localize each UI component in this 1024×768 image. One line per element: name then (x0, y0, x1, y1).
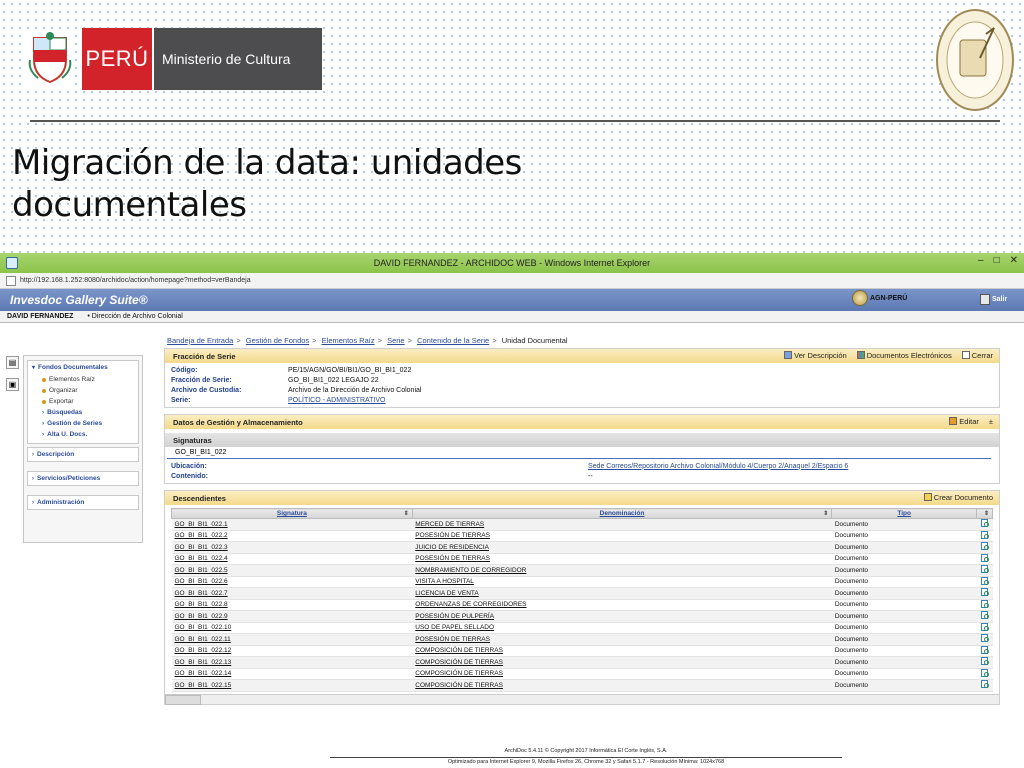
row-view-button[interactable] (977, 542, 993, 554)
header-divider (30, 120, 1000, 122)
row-signatura[interactable]: GO_BI_BI1_022.4 (172, 553, 413, 565)
breadcrumb-bandeja[interactable]: Bandeja de Entrada (167, 336, 234, 345)
table-row[interactable] (172, 645, 993, 657)
row-signatura[interactable]: GO_BI_BI1_022.8 (172, 599, 413, 611)
row-signatura[interactable]: GO_BI_BI1_022.13 (172, 657, 413, 669)
table-row[interactable] (172, 553, 993, 565)
serie-link[interactable]: POLÍTICO - ADMINISTRATIVO (288, 396, 386, 404)
agn-label: AGN-PERÚ (870, 294, 908, 302)
view-document-icon (981, 669, 988, 677)
row-signatura[interactable]: GO_BI_BI1_022.10 (172, 622, 413, 634)
ministerio-logo: Ministerio de Cultura (154, 28, 322, 90)
horizontal-scrollbar[interactable] (165, 694, 999, 704)
view-document-icon (981, 519, 988, 527)
table-row[interactable] (172, 565, 993, 577)
slide-title-line-1: Migración de la data: unidades (12, 143, 522, 183)
ver-descripcion-button[interactable] (784, 351, 847, 360)
sort-icon[interactable]: ⇕ (403, 511, 409, 517)
address-url[interactable]: http://192.168.1.252:8080/archidoc/action/homepage?method=verBandeja (20, 277, 251, 284)
signaturas-fields (165, 459, 999, 483)
table-row[interactable] (172, 542, 993, 554)
row-tipo: Documento (832, 680, 977, 692)
sort-icon[interactable]: ⇕ (823, 511, 829, 517)
breadcrumb-serie[interactable]: Serie (387, 336, 405, 345)
nav-item-label: Elementos Raíz (49, 376, 95, 383)
app-header (0, 289, 1024, 311)
row-view-button[interactable] (977, 634, 993, 646)
row-signatura[interactable]: GO_BI_BI1_022.15 (172, 680, 413, 692)
column-denominacion[interactable] (412, 509, 832, 519)
bullet-icon (42, 378, 46, 382)
column-label: Signatura (276, 510, 307, 517)
row-denominacion[interactable]: POSESIÓN DE TIERRAS (412, 553, 832, 565)
editar-button[interactable] (949, 417, 979, 426)
chevron-right-icon: › (42, 431, 45, 438)
row-tipo: Documento (832, 530, 977, 542)
peru-logo: PERÚ (82, 28, 152, 90)
left-navigation (23, 355, 143, 543)
printer-icon[interactable]: ▣ (6, 378, 19, 391)
contenido-label: Contenido: (171, 472, 208, 480)
row-signatura[interactable]: GO_BI_BI1_022.12 (172, 645, 413, 657)
row-view-button[interactable] (977, 611, 993, 623)
minimize-button[interactable]: – (978, 255, 984, 266)
row-denominacion[interactable]: POSESIÓN DE TIERRAS (412, 530, 832, 542)
fraccion-title: Fracción de Serie (173, 351, 236, 361)
breadcrumb-sep: > (407, 336, 412, 345)
row-signatura[interactable]: GO_BI_BI1_022.7 (172, 588, 413, 600)
table-row[interactable] (172, 530, 993, 542)
door-icon (980, 294, 990, 305)
row-tipo: Documento (832, 588, 977, 600)
main-content (164, 336, 1000, 728)
nav-item-label: Organizar (49, 387, 78, 394)
row-denominacion[interactable]: VISITA A HOSPITAL (412, 576, 832, 588)
archivo-general-seal-icon (934, 6, 1016, 114)
column-label: Denominación (599, 510, 645, 517)
descendientes-title: Descendientes (173, 493, 226, 503)
nav-item-label: Gestión de Series (47, 420, 103, 427)
row-view-button[interactable] (977, 576, 993, 588)
page-icon (6, 276, 16, 286)
row-signatura[interactable]: GO_BI_BI1_022.6 (172, 576, 413, 588)
row-denominacion[interactable]: LICENCIA DE VENTA (412, 588, 832, 600)
nav-section-fondos (27, 360, 139, 444)
edit-icon (949, 417, 957, 425)
row-tipo: Documento (832, 668, 977, 680)
row-signatura[interactable]: GO_BI_BI1_022.1 (172, 519, 413, 531)
row-tipo: Documento (832, 519, 977, 531)
table-row[interactable] (172, 576, 993, 588)
row-denominacion[interactable]: COMPOSICIÓN DE TIERRAS (412, 680, 832, 692)
user-bar (0, 311, 1024, 323)
table-row[interactable] (172, 668, 993, 680)
codigo-value: PE/15/AGN/GO/BI/BI1/GO_BI_BI1_022 (288, 366, 412, 374)
view-document-icon (981, 634, 988, 642)
nav-fondos-label: Fondos Documentales (38, 364, 108, 371)
row-view-button[interactable] (977, 599, 993, 611)
column-tipo[interactable] (832, 509, 977, 519)
breadcrumb-current: Unidad Documental (501, 336, 568, 345)
nav-item-label: Exportar (49, 398, 74, 405)
view-document-icon (981, 680, 988, 688)
logout-button[interactable] (980, 294, 1007, 305)
row-signatura[interactable]: GO_BI_BI1_022.2 (172, 530, 413, 542)
tray-icon[interactable]: ▤ (6, 356, 19, 369)
agn-coin-icon (852, 290, 868, 306)
nav-item-organizar[interactable] (28, 385, 138, 396)
chevron-right-icon: › (42, 420, 45, 427)
nav-item-elementos-raiz[interactable] (28, 374, 138, 385)
signaturas-title: Signaturas (173, 435, 212, 445)
row-view-button[interactable] (977, 565, 993, 577)
archivo-label: Archivo de Custodia: (171, 386, 242, 394)
view-document-icon (981, 600, 988, 608)
cerrar-label: Cerrar (971, 351, 993, 360)
table-row[interactable] (172, 634, 993, 646)
chevron-right-icon: › (32, 499, 34, 506)
row-tipo: Documento (832, 599, 977, 611)
row-denominacion[interactable]: COMPOSICIÓN DE TIERRAS (412, 668, 832, 680)
nav-item-label: Alta U. Docs. (47, 431, 88, 438)
browser-title: DAVID FERNANDEZ - ARCHIDOC WEB - Windows Internet Explorer (373, 258, 651, 268)
table-row[interactable] (172, 588, 993, 600)
nav-item-label: Búsquedas (47, 409, 83, 416)
nav-item-gestion-series[interactable] (28, 418, 138, 429)
row-denominacion[interactable]: POSESIÓN DE TIERRAS (412, 634, 832, 646)
agn-logo (852, 290, 907, 306)
ubicacion-link[interactable]: Sede Correos/Repositorio Archivo Colonial/Módulo 4/Cuerpo 2/Anaquel 2/Espacio 6 (588, 462, 849, 470)
row-denominacion[interactable]: MERCED DE TIERRAS (412, 519, 832, 531)
docs-electronicos-label: Documentos Electrónicos (866, 351, 952, 360)
table-row[interactable] (172, 657, 993, 669)
cerrar-button[interactable] (962, 351, 993, 360)
breadcrumb-contenido-serie[interactable]: Contenido de la Serie (417, 336, 490, 345)
row-denominacion[interactable]: POSESIÓN DE PULPERÍA (412, 611, 832, 623)
footer-copyright: ArchiDoc 5.4.11 © Copyright 2017 Informática El Corte Inglés, S.A. (504, 748, 668, 754)
close-button[interactable]: ✕ (1009, 255, 1018, 266)
descendientes-table (171, 508, 993, 692)
nav-administracion-label: Administración (37, 499, 85, 506)
sort-icon[interactable]: ⇕ (983, 511, 989, 517)
nav-section-administracion[interactable] (27, 495, 139, 510)
descendientes-panel (164, 490, 1000, 705)
gestion-header (165, 415, 999, 429)
nav-descripcion-label: Descripción (37, 451, 75, 458)
user-department: • Dirección de Archivo Colonial (87, 313, 183, 320)
gestion-panel (164, 414, 1000, 484)
row-signatura[interactable]: GO_BI_BI1_022.5 (172, 565, 413, 577)
footer-optimization: Optimizado para Internet Explorer 9, Mozilla Firefox 26, Chrome 32 y Safari 5.1.7 - Resolución Mínima: 1024x768 (447, 759, 725, 765)
nav-section-descripcion[interactable] (27, 447, 139, 462)
nav-fondos-header[interactable] (28, 361, 138, 374)
app-footer (330, 748, 842, 765)
breadcrumb-sep: > (236, 336, 241, 345)
row-signatura[interactable]: GO_BI_BI1_022.14 (172, 668, 413, 680)
breadcrumb-sep: > (312, 336, 317, 345)
row-view-button[interactable] (977, 519, 993, 531)
breadcrumb-gestion-fondos[interactable]: Gestión de Fondos (245, 336, 310, 345)
table-row[interactable] (172, 599, 993, 611)
chevron-right-icon: › (32, 475, 34, 482)
row-denominacion[interactable]: NOMBRAMIENTO DE CORREGIDOR (412, 565, 832, 577)
magnifier-icon (784, 351, 792, 359)
view-document-icon (981, 611, 988, 619)
table-row[interactable] (172, 519, 993, 531)
fraccion-fields (165, 363, 999, 407)
row-tipo: Documento (832, 634, 977, 646)
table-row[interactable] (172, 622, 993, 634)
row-tipo: Documento (832, 576, 977, 588)
editar-label: Editar (959, 417, 979, 426)
column-actions (977, 509, 993, 519)
slide-title-line-2: documentales (12, 185, 247, 225)
row-denominacion[interactable]: COMPOSICIÓN DE TIERRAS (412, 645, 832, 657)
maximize-button[interactable]: □ (993, 255, 1000, 266)
row-denominacion[interactable]: JUICIO DE RESIDENCIA (412, 542, 832, 554)
row-view-button[interactable] (977, 622, 993, 634)
row-signatura[interactable]: GO_BI_BI1_022.3 (172, 542, 413, 554)
row-view-button[interactable] (977, 668, 993, 680)
view-document-icon (981, 565, 988, 573)
signaturas-header (165, 433, 999, 447)
documents-icon (857, 351, 865, 359)
ver-descripcion-label: Ver Descripción (794, 351, 847, 360)
view-document-icon (981, 657, 988, 665)
address-bar[interactable] (0, 273, 1024, 289)
signatura-value: GO_BI_BI1_022 (167, 447, 991, 459)
peru-coat-of-arms (26, 30, 74, 86)
new-document-icon (924, 493, 932, 501)
row-denominacion[interactable]: COMPOSICIÓN DE TIERRAS (412, 657, 832, 669)
view-document-icon (981, 646, 988, 654)
fraccion-header (165, 349, 999, 363)
row-tipo: Documento (832, 611, 977, 623)
view-document-icon (981, 542, 988, 550)
breadcrumb-sep: > (377, 336, 382, 345)
view-document-icon (981, 554, 988, 562)
nav-item-exportar[interactable] (28, 396, 138, 407)
row-signatura[interactable]: GO_BI_BI1_022.11 (172, 634, 413, 646)
archivo-value: Archivo de la Dirección de Archivo Colonial (288, 386, 422, 394)
slide-title (12, 142, 712, 226)
chevron-right-icon: › (42, 409, 45, 416)
row-view-button[interactable] (977, 588, 993, 600)
row-tipo: Documento (832, 553, 977, 565)
view-document-icon (981, 588, 988, 596)
crear-documento-label: Crear Documento (933, 493, 993, 502)
table-row[interactable] (172, 611, 993, 623)
descendientes-header (165, 491, 999, 505)
chevron-right-icon: › (32, 451, 34, 458)
row-view-button[interactable] (977, 530, 993, 542)
close-icon (962, 351, 970, 359)
breadcrumb (164, 336, 1000, 348)
contenido-value: -- (588, 472, 593, 480)
documentos-electronicos-button[interactable] (857, 351, 952, 360)
nav-item-alta-docs[interactable] (28, 429, 138, 440)
app-title: Invesdoc Gallery Suite® (10, 293, 148, 307)
serie-label: Serie: (171, 396, 191, 404)
row-denominacion[interactable]: ORDENANZAS DE CORREGIDORES (412, 599, 832, 611)
row-tipo: Documento (832, 542, 977, 554)
nav-servicios-label: Servicios/Peticiones (37, 475, 101, 482)
gestion-title: Datos de Gestión y Almacenamiento (173, 417, 303, 427)
footer-divider (330, 757, 842, 758)
row-denominacion[interactable]: USO DE PAPEL SELLADO (412, 622, 832, 634)
browser-titlebar (0, 253, 1024, 273)
column-signatura[interactable] (172, 509, 413, 519)
nav-item-busquedas[interactable] (28, 407, 138, 418)
bullet-icon (42, 400, 46, 404)
column-label: Tipo (897, 510, 911, 517)
row-tipo: Documento (832, 657, 977, 669)
breadcrumb-elementos-raiz[interactable]: Elementos Raíz (321, 336, 375, 345)
expand-button[interactable]: ± (988, 417, 993, 426)
chevron-down-icon: ▾ (32, 365, 36, 371)
crear-documento-button[interactable] (924, 493, 993, 502)
scrollbar-thumb[interactable] (165, 695, 201, 705)
view-document-icon (981, 577, 988, 585)
logout-label: Salir (992, 296, 1008, 303)
breadcrumb-sep: > (492, 336, 497, 345)
fraccion-panel (164, 348, 1000, 408)
codigo-label: Código: (171, 366, 198, 374)
view-document-icon (981, 531, 988, 539)
row-tipo: Documento (832, 645, 977, 657)
fraccion-label: Fracción de Serie: (171, 376, 232, 384)
row-signatura[interactable]: GO_BI_BI1_022.9 (172, 611, 413, 623)
bullet-icon (42, 389, 46, 393)
row-tipo: Documento (832, 565, 977, 577)
vertical-toolbar (6, 356, 20, 400)
table-row[interactable] (172, 680, 993, 692)
fraccion-value: GO_BI_BI1_022 LEGAJO 22 (288, 376, 379, 384)
row-view-button[interactable] (977, 680, 993, 692)
user-name: DAVID FERNANDEZ (7, 313, 74, 320)
ubicacion-label: Ubicación: (171, 462, 207, 470)
row-tipo: Documento (832, 622, 977, 634)
row-view-button[interactable] (977, 657, 993, 669)
view-document-icon (981, 623, 988, 631)
nav-section-servicios[interactable] (27, 471, 139, 486)
row-view-button[interactable] (977, 553, 993, 565)
row-view-button[interactable] (977, 645, 993, 657)
